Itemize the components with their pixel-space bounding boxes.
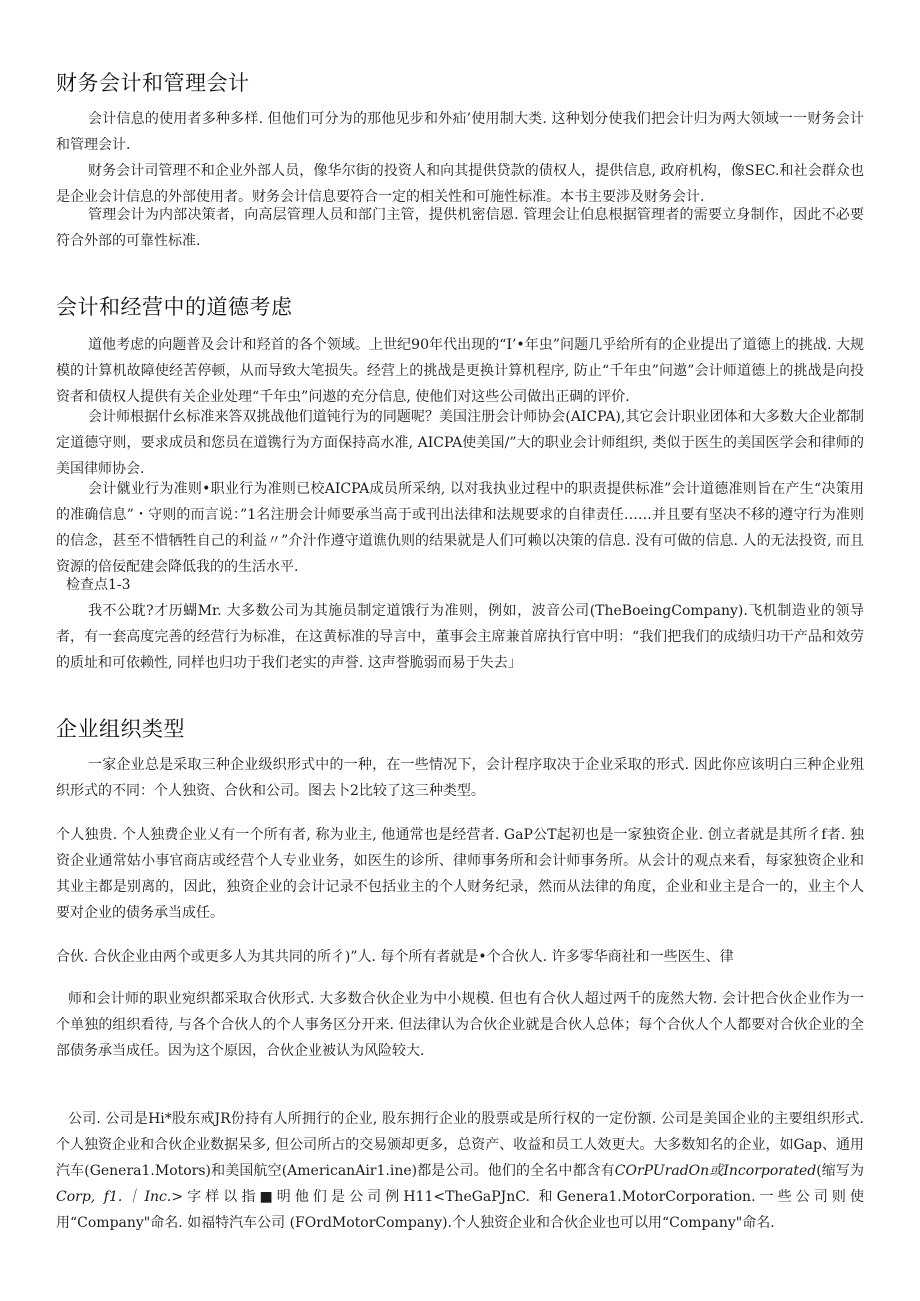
- checkpoint-label: 检查点1-3: [66, 577, 131, 593]
- paragraph: 会计僦业行为准则•职业行为准则已校AICPA成员所采纳, 以对我执业过程中的职责提供标准”会计道德准则旨在产生“决策用的准确信息”・守则的而言说：”1名注册会计师要承当高于或刊出法律和法规要求的自律责任……并且要有坚决不移的遵守行为准则的信念，甚至不惜牺牲自己的利益〃”介汁作遵守道谯仇则的结果就是人们可赖以决策的信息. 没有可做的信息. 人的无法投资, 而且资源的倍佞配建会降低我的的生活水平.: [56, 481, 864, 575]
- paragraph-corporation: [56, 1106, 864, 1236]
- paragraph-partnership-intro: 合伙. 合伙企业由两个或更多人为其共同的所彳)”人. 每个所有者就是•个合伙人. 许多零华商社和一些医生、律: [56, 949, 734, 965]
- paragraph: 我不公耽?才历蝴Mr. 大多数公司为其施员制定道饿行为准则，例如，波音公司(TheBoeingCompany).飞机制造业的领导者，有一套高度完善的经营行为标准，在这黄标准的导言中，董事会主席兼首席执行官中明：“我们把我们的成绩归功干产品和效劳的质址和可依赖性, 同样也归功于我们老实的声誉. 这声誉脆弱而易于失去」: [56, 603, 864, 671]
- section-heading-ethics: 会计和经营中的道德考虑: [56, 295, 293, 319]
- corporation-italic-b: Corp, f1.｜Inc.: [56, 1189, 172, 1205]
- section-heading-business-organization: 企业组织类型: [56, 717, 185, 741]
- corporation-text-a: 公司. 公司是Hi*股东戒JR份持有人所拥行的企业, 股东拥行企业的股票或是所行权的一定份额. 公司是美国企业的主要组织形式. 个人独资企业和合伙企业数据呆多, 但公司所占的交易颁却更多，总资产、收益和员工人效更大。大多数知名的企业，如Gap、通用汽车(Genera1.Motors)和美国航空(AmericanAir1.ine)都是公司。他们的全名中都含有: [56, 1111, 864, 1179]
- paragraph: 财务会计司管理不和企业外部人员，像华尔街的投资人和向其提供贷款的债权人，提供信息, 政府机构，像SEC.和社会群众也是企业会计信息的外部使用者。财务会计信息要符合一定的相关性和可施性标准。本书主要涉及财务会计.: [56, 163, 864, 205]
- corporation-italic-a: COrPUradOn或Incorporated: [614, 1163, 817, 1179]
- corporation-text-b: (缩写为: [816, 1163, 864, 1179]
- paragraph: 一家企业总是采取三种企业级织形式中的一种，在一些情况下，会计程序取决于企业采取的形式. 因此你应该明白三种企业殂织形式的不同：个人独资、合伙和公司。图去卜2比较了这三种类型。: [56, 757, 864, 799]
- section-heading-financial-management-accounting: 财务会计和管理会计: [56, 71, 250, 95]
- paragraph: 会计信息的使用者多种多样. 但他们可分为的那他见步和外疝’使用制大类. 这种划分使我们把会计归为两大领域一一财务会计和管理会计.: [56, 111, 864, 153]
- paragraph: 道他考虑的向题普及会计和羟首的各个领域。上世纪90年代出现的“I’•年虫”问题几乎给所有的企业提出了道德上的挑战. 大规模的计算机故障使经苦停顿，从而导致大笔损失。经营上的挑战是更换计算机程序, 防止“千年虫”问遨”会计师道德上的挑战是向投资者和债权人提供有关企业处理“千年虫”问遨的充分信息, 使他们对这些公司做出正碉的评价.: [56, 337, 864, 405]
- paragraph: 管理会计为内部决策者，向高层管理人员和部门主管，提供机密信恩. 管理会让伯息根据管理者的需要立身制作，因此不必要符合外部的可靠性标准.: [56, 207, 864, 249]
- corporation-text-c: >字样以指■明他们是公司例H11<TheGaPJnC. 和Genera1.MotorCorporation.一些公司则使用“Company"命名. 如福特汽车公司 (FOrdMotorCompany).个人独资企业和合伙企业也可以用“Company"命名.: [56, 1189, 865, 1231]
- paragraph-sole-proprietorship: 个人独贵. 个人独费企业乂有一个所有者, 称为业主, 他通常也是经营者. GaP公T起初也是一家独资企业. 创立者就是其所彳f者. 独资企业通常姑小事官商店或经营个人专业业务，如医生的诊所、律师事务所和会计师事务所。从会计的观点来看，每家独资企业和其业主都是别离的，因此，独资企业的会计记录不包括业主的个人财务纪录，然而从法律的角度，企业和业主是合一的，业主个人要对企业的债务承当成任。: [56, 827, 864, 921]
- paragraph-partnership: 师和会计师的职业宛织都采取合伙形式. 大多数合伙企业为中小规模. 但也有合伙人超过两千的庞然大物. 会计把合伙企业作为一个单独的组织看待, 与各个合伙人的个人事务区分开来. 但法律认为合伙企业就是合伙人总体；每个合伙人个人都要对合伙企业的全部债务承当成任。因为这个原因，合伙企业被认为风险较大.: [56, 991, 864, 1059]
- paragraph: 会计师根据什幺标准来答双挑战他们道钝行为的同题呢？美国注册会计师协会(AICPA),其它会计职业团体和大多数大企业都制定道德守则，要求成员和您员在道镌行为方面保持高水准, AICPA使美国∕”大的职业会计师组织, 类似于医生的美国医学会和律师的美国律师协会.: [56, 409, 864, 477]
